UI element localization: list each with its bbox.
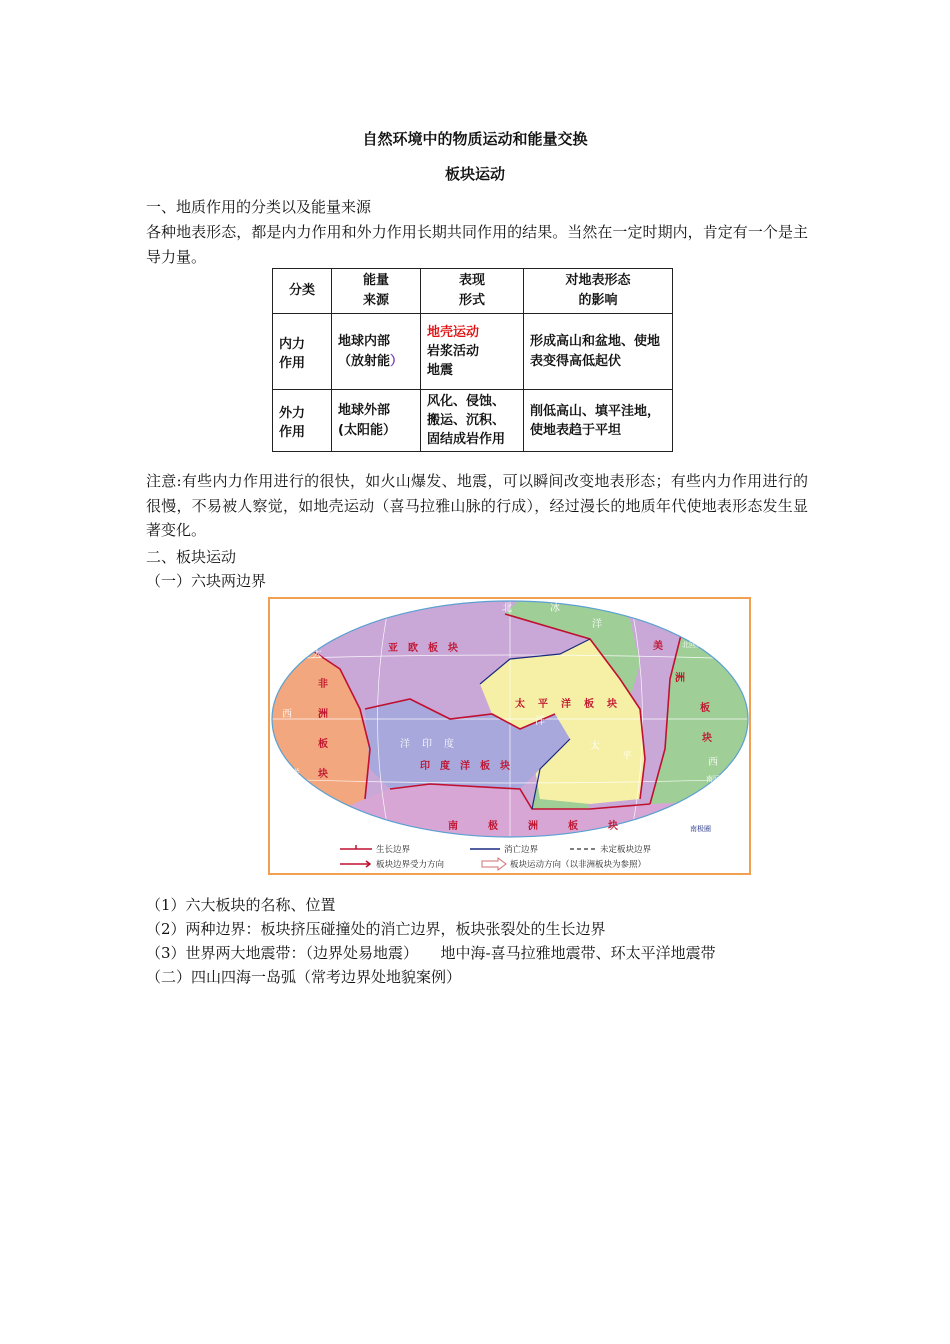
label-antarctic-1: 南	[448, 821, 458, 832]
table-header-cell: 能量 来源	[332, 269, 421, 314]
table-cell-source: 地球内部 （放射能）	[332, 314, 421, 390]
label-antarctic-3: 洲	[528, 821, 538, 832]
legend-growth: 生长边界	[376, 845, 411, 855]
table-cell-form: 地壳运动 岩浆活动 地震	[421, 314, 524, 390]
label-eurasian-1: 亚	[388, 643, 398, 654]
item-1: （1）六大板块的名称、位置	[146, 896, 336, 914]
label-american-2: 洲	[675, 673, 685, 684]
ocean-label: 西	[282, 709, 292, 720]
table-cell-effect: 削低高山、填平洼地，使地表趋于平坦	[524, 390, 673, 452]
legend-motion: 板块运动方向（以非洲板块为参照）	[510, 860, 647, 870]
table-cell-category: 内力 作用	[273, 314, 332, 390]
label-pacific-5: 块	[607, 699, 617, 710]
sub2-heading: （二）四山四海一岛弧（常考边界处地貌案例）	[146, 968, 462, 986]
ocean-label: 大	[698, 631, 708, 642]
item-2: （2）两种边界：板块挤压碰撞处的消亡边界，板块张裂处的生长边界	[146, 920, 606, 938]
ocean-label: 洋	[290, 769, 300, 780]
label-indian-3: 洋	[460, 761, 470, 772]
plate-map-svg	[270, 599, 749, 873]
section1-heading: 一、地质作用的分类以及能量来源	[146, 198, 372, 216]
label-indian-1: 印	[420, 761, 430, 772]
ocean-label: 洋	[535, 716, 545, 727]
label-african-3: 板	[318, 739, 328, 750]
table-header-cell: 对地表形态 的影响	[524, 269, 673, 314]
label-pacific-4: 板	[584, 699, 594, 710]
item-3: （3）世界两大地震带：（边界处易地震） 地中海-喜马拉雅地震带、环太平洋地震带	[146, 944, 716, 962]
table-cell-source: 地球外部 (太阳能）	[332, 390, 421, 452]
geologic-process-table	[272, 268, 673, 452]
tropic-capricorn-label: 南回归线	[706, 775, 734, 783]
label-antarctic-4: 板	[568, 821, 578, 832]
label-eurasian-4: 块	[448, 643, 458, 654]
table-header-row	[273, 269, 673, 314]
label-american-4: 块	[702, 733, 712, 744]
label-indian-2: 度	[440, 761, 450, 772]
label-eurasian-3: 板	[428, 643, 438, 654]
label-antarctic-2: 极	[488, 821, 498, 832]
ocean-label: 太	[590, 741, 600, 752]
table-header-cell: 表现 形式	[421, 269, 524, 314]
ocean-label: 洋	[400, 739, 410, 750]
table-row	[273, 314, 673, 390]
ocean-label: 大	[312, 649, 322, 660]
ocean-label: 西	[708, 757, 718, 768]
intro-paragraph: 各种地表形态，都是内力作用和外力作用长期共同作用的结果。当然在一定时期内，肯定有一个是主导力量。	[146, 223, 808, 266]
legend-undetermined: 未定板块边界	[600, 845, 652, 855]
label-african-4: 块	[318, 769, 328, 780]
table-header-cell: 分类	[273, 269, 332, 314]
label-pacific-1: 太	[515, 699, 525, 710]
label-american-3: 板	[700, 703, 710, 714]
main-title: 自然环境中的物质运动和能量交换	[362, 130, 588, 148]
label-indian-5: 块	[500, 761, 510, 772]
label-eurasian-2: 欧	[408, 643, 418, 654]
label-antarctic-5: 块	[608, 821, 618, 832]
label-african-1: 非	[318, 679, 328, 690]
label-american-1: 美	[653, 641, 663, 652]
plate-tectonics-map	[268, 597, 751, 875]
ocean-label: 平	[622, 751, 632, 762]
legend-force: 板块边界受力方向	[376, 860, 445, 870]
table-cell-category: 外力 作用	[273, 390, 332, 452]
tropic-cancer-label: 北回归线	[682, 641, 710, 649]
section2-heading: 二、板块运动	[146, 548, 237, 566]
note-paragraph: 注意:有些内力作用进行的很快，如火山爆发、地震，可以瞬间改变地表形态；有些内力作用进行的很慢，不易被人察觉，如地壳运动（喜马拉雅山脉的行成），经过漫长的地质年代使地表形态发生显著变化。	[146, 472, 808, 539]
table-row	[273, 390, 673, 452]
label-pacific-3: 洋	[561, 699, 571, 710]
table-cell-effect: 形成高山和盆地、使地表变得高低起伏	[524, 314, 673, 390]
table-cell-form: 风化、侵蚀、搬运、沉积、固结成岩作用	[421, 390, 524, 452]
legend-subduction: 消亡边界	[504, 845, 539, 855]
label-indian-4: 板	[480, 761, 490, 772]
ocean-label: 冰	[550, 603, 560, 614]
ocean-label: 洋	[592, 619, 602, 630]
sub-title: 板块运动	[444, 165, 505, 183]
ocean-label: 北	[502, 603, 512, 614]
ocean-label: 印	[422, 739, 432, 750]
sub1-heading: （一）六块两边界	[146, 572, 267, 590]
antarctic-circle-label: 南极圈	[690, 825, 711, 833]
label-african-2: 洲	[318, 709, 328, 720]
ocean-label: 度	[444, 739, 454, 750]
label-pacific-2: 平	[538, 699, 548, 710]
